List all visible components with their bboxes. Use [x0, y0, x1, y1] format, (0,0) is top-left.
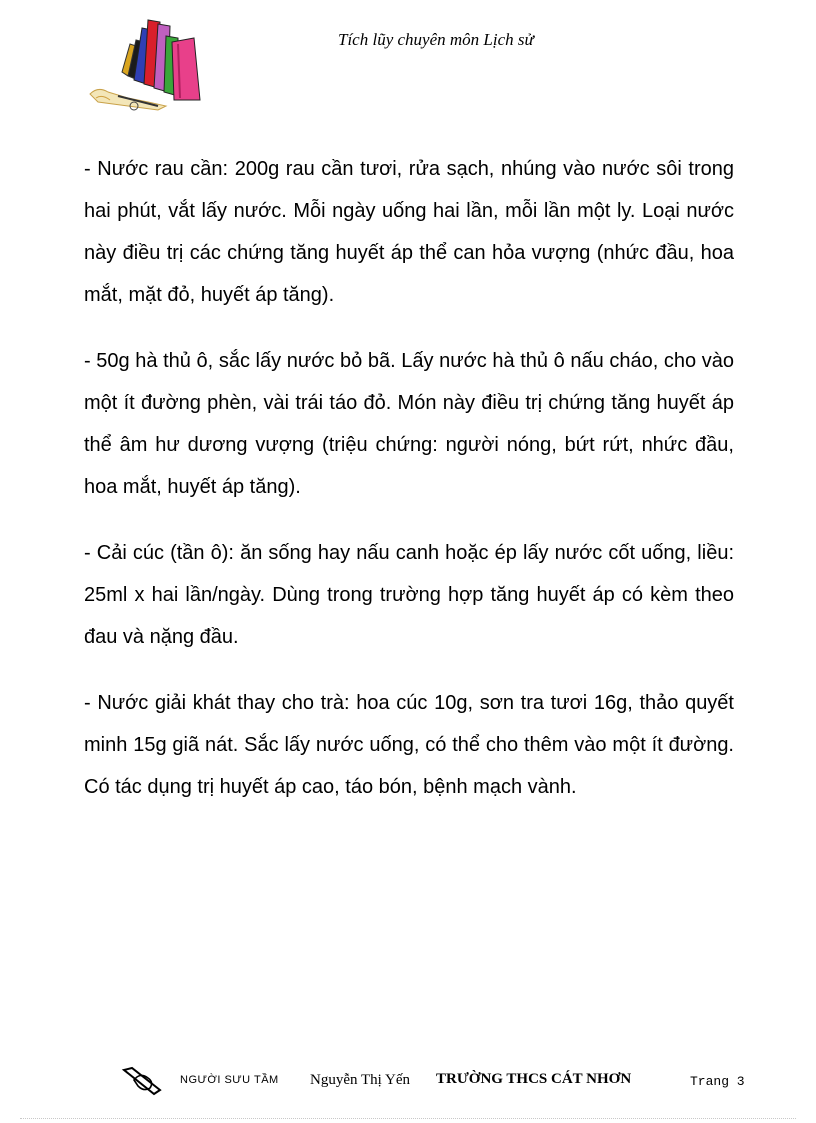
paragraph-celery-juice: - Nước rau cần: 200g rau cần tươi, rửa sạch, nhúng vào nước sôi trong hai phút, vắt lấy nước. Mỗi ngày uống hai lần, mỗi lần một ly. Loại nước này điều trị các chứng tăng huyết áp thể can hỏa vượng (nhức đầu, hoa mắt, mặt đỏ, huyết áp tăng). [84, 158, 734, 306]
hand-writing-icon [120, 1064, 166, 1096]
collector-label: NGƯỜI SƯU TẦM [180, 1074, 279, 1086]
document-body [84, 148, 734, 832]
page-number: Trang 3 [690, 1074, 745, 1089]
footer-divider [20, 1118, 796, 1119]
stack-of-books-icon [88, 14, 208, 114]
author-name: Nguyễn Thị Yến [310, 1072, 410, 1088]
paragraph-herbal-drink: - Nước giải khát thay cho trà: hoa cúc 10g, sơn tra tươi 16g, thảo quyết minh 15g giã nát. Sắc lấy nước uống, có thể cho thêm vào một ít đường. Có tác dụng trị huyết áp cao, táo bón, bệnh mạch vành. [84, 692, 734, 798]
header-title: Tích lũy chuyên môn Lịch sử [338, 30, 534, 49]
paragraph-cai-cuc: - Cải cúc (tần ô): ăn sống hay nấu canh hoặc ép lấy nước cốt uống, liều: 25ml x hai lần/ngày. Dùng trong trường hợp tăng huyết áp có kèm theo đau và nặng đầu. [84, 542, 734, 648]
paragraph-ha-thu-o: - 50g hà thủ ô, sắc lấy nước bỏ bã. Lấy nước hà thủ ô nấu cháo, cho vào một ít đường phèn, vài trái táo đỏ. Món này điều trị chứng tăng huyết áp thể âm hư dương vượng (triệu chứng: người nóng, bứt rứt, nhức đầu, hoa mắt, huyết áp tăng). [84, 350, 734, 498]
school-name: TRƯỜNG THCS CÁT NHƠN [436, 1071, 632, 1087]
page-footer [0, 1064, 816, 1094]
